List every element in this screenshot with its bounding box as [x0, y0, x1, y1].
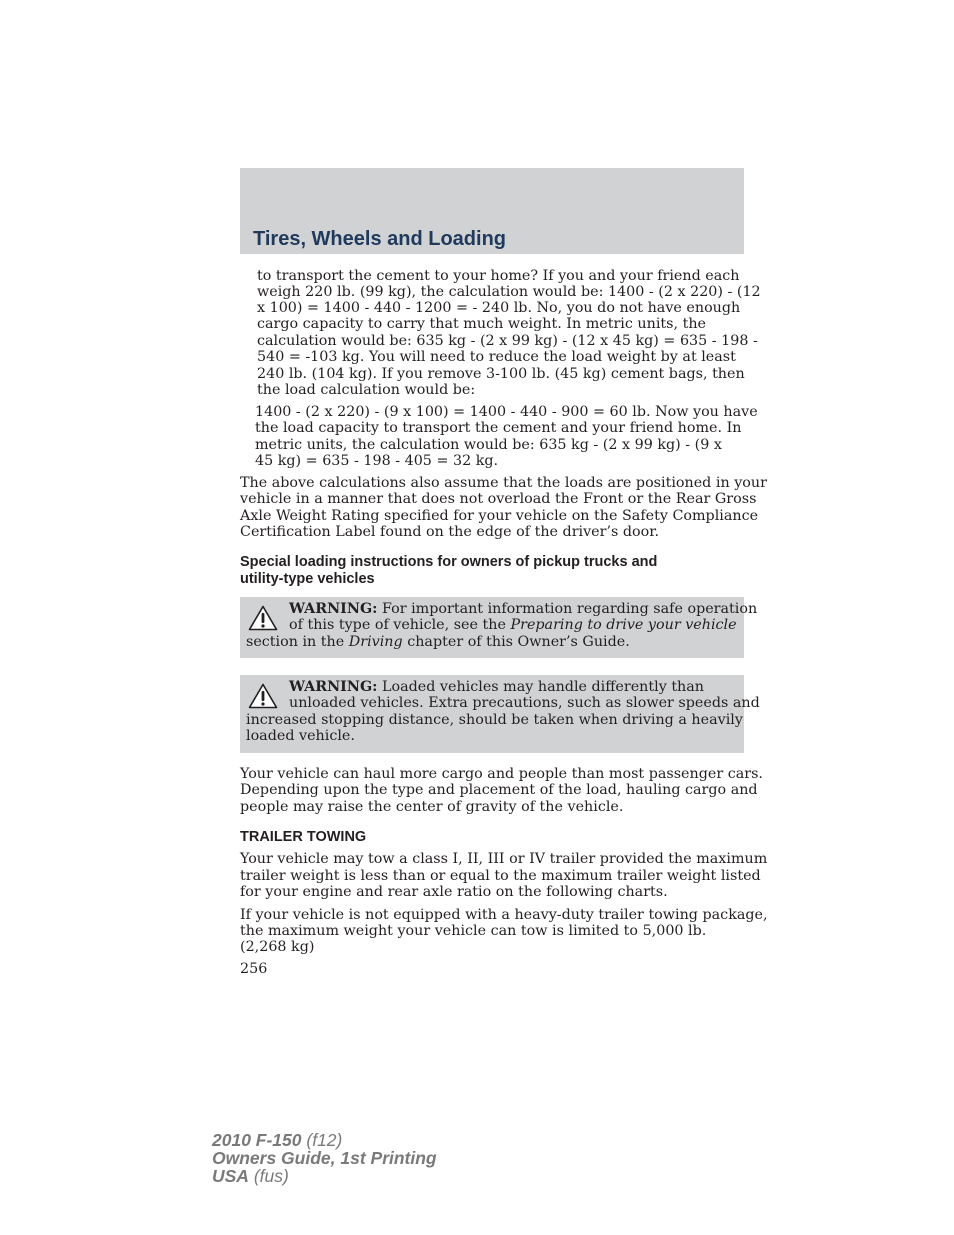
text-line: Depending upon the type and placement of the load, hauling cargo and [240, 782, 758, 798]
text-line: 45 kg) = 635 - 198 - 405 = 32 kg. [255, 453, 499, 469]
text-line: the load calculation would be: [257, 382, 476, 398]
text-line: Certification Label found on the edge of the driver’s door. [240, 524, 660, 540]
text-line: vehicle in a manner that does not overload the Front or the Rear Gross [240, 491, 757, 507]
text-line: calculation would be: 635 kg - (2 x 99 kg) - (12 x 45 kg) = 635 - 198 - [257, 333, 758, 349]
warning-line: increased stopping distance, should be taken when driving a heavily [246, 712, 743, 728]
warning-line: WARNING: Loaded vehicles may handle differently than [289, 679, 704, 695]
text-line: The above calculations also assume that the loads are positioned in your [240, 475, 767, 491]
warning-triangle-icon [248, 605, 278, 631]
warning-box-1 [240, 597, 758, 658]
text-line: weigh 220 lb. (99 kg), the calculation would be: 1400 - (2 x 220) - (12 [257, 284, 761, 300]
section-reference: Preparing to drive your vehicle [510, 617, 737, 633]
heading-line: Special loading instructions for owners of pickup trucks and [240, 554, 658, 570]
text-line: Your vehicle may tow a class I, II, III or IV trailer provided the maximum [240, 851, 768, 867]
page-number: 256 [240, 961, 268, 977]
text-line: If your vehicle is not equipped with a heavy-duty trailer towing package, [240, 907, 768, 923]
section-title: Tires, Wheels and Loading [253, 228, 507, 250]
text-line: the load capacity to transport the cement and your friend home. In [255, 420, 742, 436]
text-line: for your engine and rear axle ratio on the following charts. [240, 884, 668, 900]
text-line: cargo capacity to carry that much weight. In metric units, the [257, 316, 706, 332]
text-line: the maximum weight your vehicle can tow is limited to 5,000 lb. [240, 923, 707, 939]
warning-line: loaded vehicle. [246, 728, 355, 744]
warning-label: WARNING: [289, 601, 378, 617]
text-line: 1400 - (2 x 220) - (9 x 100) = 1400 - 440 - 900 = 60 lb. Now you have [255, 404, 758, 420]
warning-line: WARNING: For important information regarding safe operation [289, 601, 758, 617]
warning-triangle-icon [248, 683, 278, 709]
trailer-towing-heading: TRAILER TOWING [240, 829, 367, 845]
text-line: 540 = -103 kg. You will need to reduce the load weight by at least [257, 349, 736, 365]
text-line: to transport the cement to your home? If you and your friend each [257, 268, 740, 284]
text-line: metric units, the calculation would be: 635 kg - (2 x 99 kg) - (9 x [255, 437, 722, 453]
warning-line: of this type of vehicle, see the Preparing to drive your vehicle [289, 617, 737, 633]
footer-line: 2010 F-150 (f12) [212, 1130, 343, 1150]
chapter-reference: Driving [348, 634, 403, 650]
footer-imprint [212, 1131, 437, 1185]
warning-line: unloaded vehicles. Extra precautions, such as slower speeds and [289, 695, 760, 711]
warning-box-2 [240, 675, 760, 753]
text-line: (2,268 kg) [240, 939, 315, 955]
footer-line: Owners Guide, 1st Printing [212, 1148, 437, 1168]
footer-line: USA (fus) [212, 1166, 289, 1186]
text-line: x 100) = 1400 - 440 - 1200 = - 240 lb. No, you do not have enough [257, 300, 741, 316]
text-line: trailer weight is less than or equal to the maximum trailer weight listed [240, 868, 761, 884]
text-line: 240 lb. (104 kg). If you remove 3-100 lb. (45 kg) cement bags, then [257, 366, 745, 382]
heading-line: utility-type vehicles [240, 571, 375, 587]
section-header-bar [240, 168, 744, 254]
warning-line: section in the Driving chapter of this Owner’s Guide. [246, 634, 630, 650]
text-line: people may raise the center of gravity of the vehicle. [240, 799, 624, 815]
warning-label: WARNING: [289, 679, 378, 695]
text-line: Your vehicle can haul more cargo and people than most passenger cars. [240, 766, 763, 782]
text-line: Axle Weight Rating specified for your vehicle on the Safety Compliance [240, 508, 759, 524]
